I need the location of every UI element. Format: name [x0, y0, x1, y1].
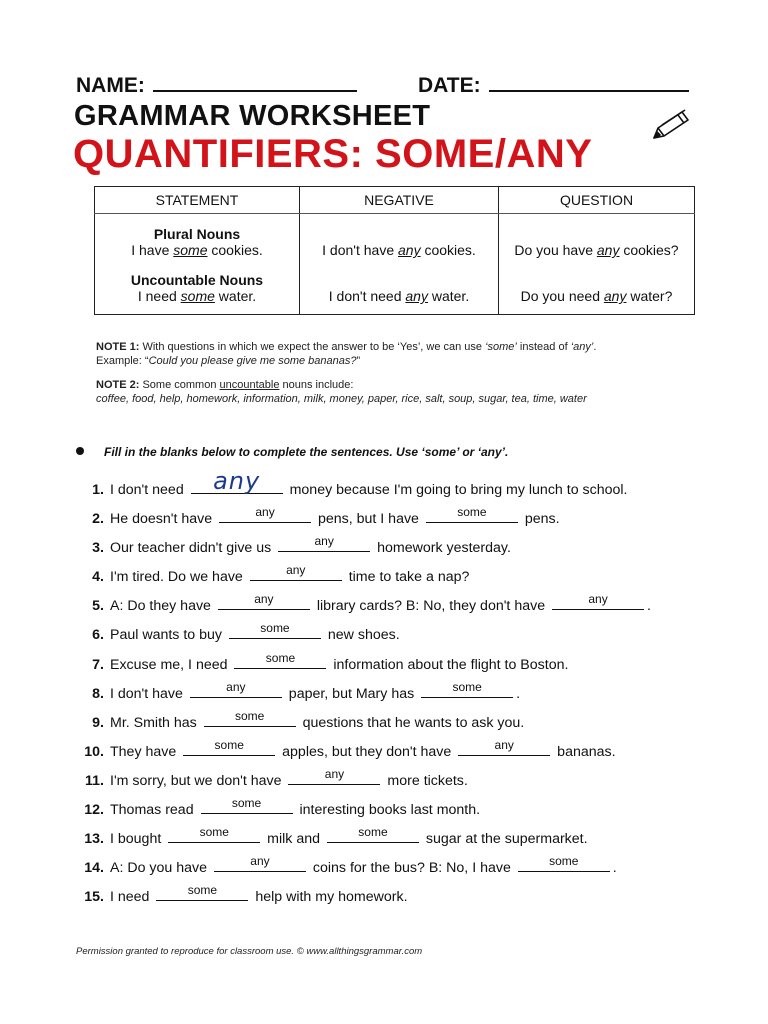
name-field[interactable]: [76, 72, 357, 98]
exercise-item: [80, 737, 720, 769]
quantifier: any: [405, 288, 428, 304]
text: I need: [137, 288, 181, 304]
exercise-text: I bought: [110, 831, 166, 848]
text: Do you have: [514, 242, 597, 258]
exercise-text: pens.: [520, 511, 560, 528]
exercise-number: 2.: [92, 511, 104, 528]
uncountable-statement: [99, 288, 295, 304]
exercise-text: money because I'm going to bring my lunch to school.: [285, 482, 628, 498]
note-2: [96, 378, 587, 406]
exercise-text: apples, but they don't have: [278, 743, 456, 760]
answer-blank[interactable]: [426, 505, 518, 523]
answer-blank[interactable]: [327, 825, 419, 843]
exercise-item: [80, 827, 720, 856]
exercise-number: 12.: [84, 802, 104, 819]
text: cookies.: [207, 242, 263, 258]
exercise-item: [80, 623, 720, 652]
note-1-label: NOTE 1:: [96, 341, 140, 353]
note-2-uncountable: uncountable: [219, 379, 280, 391]
answer-blank[interactable]: [288, 766, 380, 785]
exercise-text: coins for the bus? B: No, I have: [308, 860, 515, 877]
answer-text: any: [255, 505, 275, 520]
answer-blank[interactable]: [250, 563, 342, 581]
answer-blank[interactable]: [421, 679, 513, 698]
text: cookies?: [619, 242, 679, 258]
answer-blank[interactable]: [218, 592, 310, 610]
answer-blank[interactable]: [183, 737, 275, 756]
text: I don't need: [328, 288, 406, 304]
answer-text: some: [187, 883, 218, 898]
note-1-example-label: Example: “: [96, 355, 149, 367]
text: cookies.: [420, 242, 476, 258]
exercise-number: 5.: [92, 598, 104, 615]
answer-blank[interactable]: [219, 505, 311, 523]
answer-text: some: [457, 505, 487, 520]
exercise-number: 14.: [84, 860, 104, 877]
answer-blank[interactable]: [552, 592, 644, 610]
exercise-text: homework yesterday.: [373, 540, 511, 557]
instruction-text: Fill in the blanks below to complete the sentences. Use ‘some’ or ‘any’.: [104, 445, 509, 459]
text: Do you need: [520, 288, 604, 304]
exercise-text: help with my homework.: [251, 889, 408, 906]
plural-statement: [99, 242, 295, 258]
text: water.: [214, 288, 257, 304]
exercise-list: [80, 467, 720, 914]
date-label: DATE:: [418, 74, 481, 97]
answer-text: some: [260, 621, 290, 636]
date-line: [489, 72, 689, 92]
note-1-text: With questions in which we expect the answer to be ‘Yes’, we can use: [139, 341, 486, 353]
answer-text: some: [549, 854, 579, 869]
exercise-text: library cards? B: No, they don't have: [312, 598, 550, 615]
text: water.: [427, 288, 470, 304]
exercise-text: time to take a nap?: [344, 569, 470, 586]
exercise-item: [80, 708, 720, 740]
exercise-item: [80, 565, 720, 594]
answer-text: any: [286, 563, 306, 578]
bullet-icon: [76, 447, 84, 455]
answer-text: any: [250, 854, 270, 869]
note-1-text: .: [593, 341, 597, 353]
exercise-text: Paul wants to buy: [110, 627, 226, 644]
answer-text: some: [452, 679, 482, 694]
exercise-item: [80, 507, 720, 536]
answer-text: some: [231, 796, 262, 811]
note-2-list: coffee, food, help, homework, information, milk, money, paper, rice, salt, soup, sugar, tea, time, water: [96, 393, 587, 405]
worksheet-subtitle: GRAMMAR WORKSHEET: [74, 100, 431, 132]
note-1-some: ‘some’: [485, 341, 517, 353]
answer-blank[interactable]: [204, 708, 296, 727]
statement-cell: [95, 214, 300, 315]
exercise-number: 9.: [92, 714, 104, 731]
exercise-text: They have: [110, 743, 181, 760]
exercise-text: questions that he wants to ask you.: [298, 714, 525, 731]
exercise-text: more tickets.: [383, 772, 468, 789]
uncountable-label: Uncountable Nouns: [130, 272, 264, 288]
exercise-number: 4.: [92, 569, 104, 586]
answer-text: some: [235, 708, 265, 723]
name-label: NAME:: [76, 74, 145, 97]
exercise-text: I don't need: [110, 482, 188, 498]
answer-blank[interactable]: [278, 534, 370, 552]
exercise-number: 7.: [92, 656, 104, 673]
exercise-text: interesting books last month.: [295, 802, 481, 819]
exercise-item: [80, 536, 720, 565]
uncountable-question: [503, 288, 690, 304]
answer-text: some: [199, 825, 229, 840]
header-negative: NEGATIVE: [300, 187, 499, 214]
exercise-item: [80, 650, 720, 682]
answer-text: some: [358, 825, 388, 840]
answer-text: any: [254, 592, 274, 607]
exercise-number: 8.: [92, 685, 104, 702]
exercise-text: He doesn't have: [110, 511, 217, 528]
plural-negative: [304, 242, 494, 258]
note-1: [96, 340, 596, 368]
exercise-text: I'm sorry, but we don't have: [110, 772, 286, 789]
text: I have: [131, 242, 174, 258]
exercise-text: A: Do they have: [110, 598, 215, 615]
worksheet-title: QUANTIFIERS: SOME/ANY: [73, 132, 593, 176]
exercise-text: Thomas read: [110, 802, 198, 819]
exercise-text: .: [647, 598, 651, 615]
instruction: [76, 445, 508, 459]
exercise-text: Mr. Smith has: [110, 714, 201, 731]
exercise-text: Our teacher didn't give us: [110, 540, 276, 557]
exercise-text: I need: [110, 889, 154, 906]
exercise-text: bananas.: [553, 743, 616, 760]
pencil-icon: [648, 108, 692, 144]
table-body-row: [95, 214, 695, 315]
quantifier: some: [180, 288, 215, 304]
answer-blank[interactable]: [168, 825, 260, 843]
exercise-number: 6.: [92, 627, 104, 644]
exercise-text: pens, but I have: [314, 511, 423, 528]
quantifier: some: [173, 242, 208, 258]
quantifier: any: [603, 288, 627, 304]
plural-label: Plural Nouns: [153, 226, 241, 242]
exercise-text: .: [612, 860, 617, 877]
exercise-text: sugar at the supermarket.: [421, 831, 588, 848]
answer-text: some: [214, 737, 244, 752]
note-1-any: ‘any’: [570, 341, 594, 353]
note-2-label: NOTE 2:: [96, 379, 140, 391]
exercise-text: milk and: [263, 831, 324, 848]
exercise-item: [80, 856, 720, 885]
exercise-item: [80, 885, 720, 914]
exercise-number: 1.: [92, 482, 104, 498]
answer-text: any: [324, 766, 345, 781]
note-2-text: Some common: [139, 379, 220, 391]
exercise-number: 13.: [84, 831, 104, 848]
exercise-item: [80, 798, 720, 827]
exercise-item: [80, 766, 720, 798]
note-2-text: nouns include:: [279, 379, 354, 391]
answer-blank[interactable]: [201, 796, 293, 814]
quantifier: any: [398, 242, 421, 258]
date-field[interactable]: [418, 72, 689, 98]
name-line: [153, 72, 357, 92]
exercise-number: 3.: [92, 540, 104, 557]
answer-text: any: [588, 592, 608, 607]
name-date-row: [76, 68, 696, 100]
answer-blank[interactable]: [214, 854, 306, 872]
uncountable-negative: [304, 288, 494, 304]
answer-blank[interactable]: [234, 650, 326, 669]
answer-text: any: [213, 467, 261, 495]
answer-blank[interactable]: [518, 854, 610, 872]
exercise-text: new shoes.: [323, 627, 400, 644]
exercise-number: 10.: [84, 743, 104, 760]
exercise-item: [80, 594, 720, 623]
answer-blank[interactable]: [156, 883, 248, 901]
answer-text: some: [265, 650, 296, 665]
text: water?: [626, 288, 673, 304]
exercise-text: .: [516, 685, 521, 702]
exercise-text: A: Do you have: [110, 860, 211, 877]
exercise-item: [80, 467, 720, 507]
header-statement: STATEMENT: [95, 187, 300, 214]
exercise-number: 15.: [84, 889, 104, 906]
exercise-number: 11.: [85, 772, 104, 789]
quantifier-table: [94, 186, 695, 315]
plural-question: [503, 242, 690, 258]
answer-text: any: [494, 737, 514, 752]
answer-blank[interactable]: [190, 679, 282, 698]
negative-cell: [300, 214, 499, 315]
footer-credit: Permission granted to reproduce for classroom use. © www.allthingsgrammar.com: [76, 946, 423, 957]
note-1-text: instead of: [516, 341, 571, 353]
text: I don't have: [322, 242, 398, 258]
note-1-example: Could you please give me some bananas?: [148, 355, 357, 367]
exercise-text: I don't have: [110, 685, 187, 702]
table-header-row: [95, 187, 695, 214]
header-question: QUESTION: [499, 187, 695, 214]
answer-text: any: [314, 534, 334, 549]
exercise-text: I'm tired. Do we have: [110, 569, 247, 586]
answer-blank[interactable]: [458, 737, 550, 756]
exercise-text: Excuse me, I need: [110, 656, 232, 673]
question-cell: [499, 214, 695, 315]
exercise-item: [80, 679, 720, 711]
exercise-text: paper, but Mary has: [284, 685, 419, 702]
answer-blank[interactable]: [229, 621, 321, 639]
exercise-text: information about the flight to Boston.: [329, 656, 569, 673]
answer-blank[interactable]: [191, 467, 283, 495]
note-1-example-end: ”: [356, 355, 361, 367]
answer-text: any: [226, 679, 246, 694]
quantifier: any: [596, 242, 620, 258]
